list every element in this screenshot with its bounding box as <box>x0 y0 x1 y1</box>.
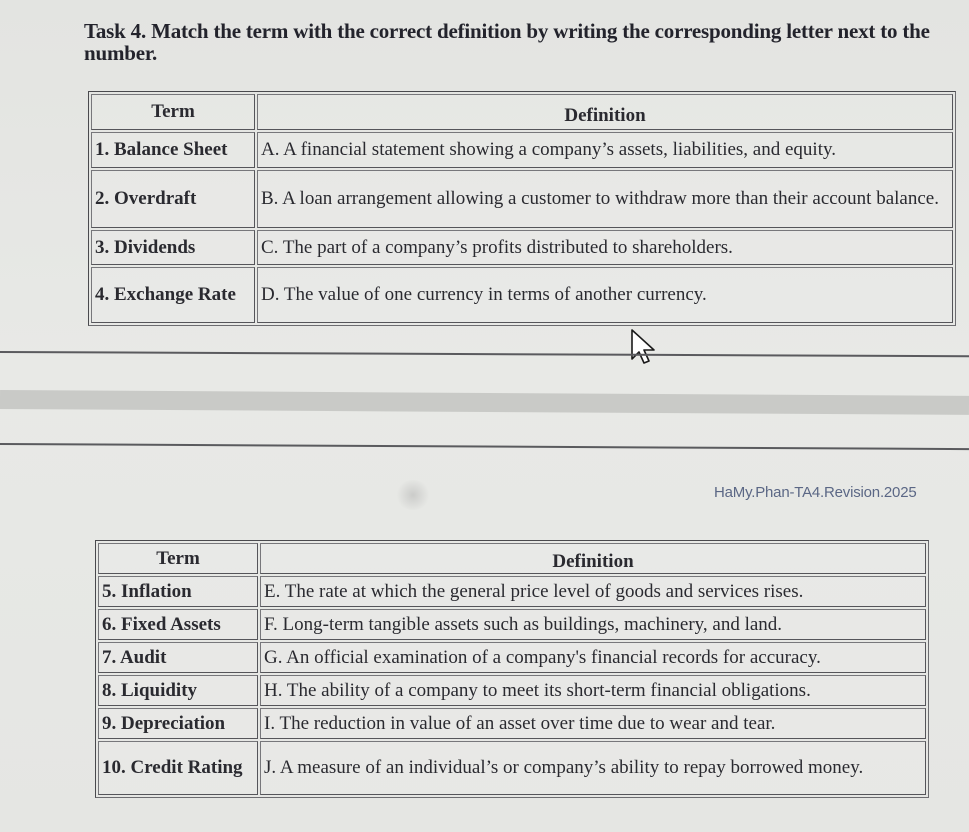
term-cell: 10. Credit Rating <box>98 741 258 795</box>
mouse-pointer-icon <box>630 329 660 369</box>
term-header: Term <box>98 543 258 574</box>
term-cell: 1. Balance Sheet <box>91 132 255 168</box>
table-row <box>91 170 953 228</box>
table-row <box>98 708 926 739</box>
table-row <box>98 741 926 795</box>
horizontal-divider <box>0 351 969 357</box>
table-row <box>91 230 953 265</box>
matching-table-1 <box>88 91 956 326</box>
definition-cell: B. A loan arrangement allowing a customer to withdraw more than their account balance. <box>257 170 953 228</box>
term-cell: 9. Depreciation <box>98 708 258 739</box>
term-cell: 2. Overdraft <box>91 170 255 228</box>
term-cell: 4. Exchange Rate <box>91 267 255 323</box>
definition-cell: J. A measure of an individual’s or company’s ability to repay borrowed money. <box>260 741 926 795</box>
term-cell: 5. Inflation <box>98 576 258 607</box>
definition-cell: H. The ability of a company to meet its short-term financial obligations. <box>260 675 926 706</box>
table-row <box>91 267 953 323</box>
definition-cell: D. The value of one currency in terms of another currency. <box>257 267 953 323</box>
term-cell: 7. Audit <box>98 642 258 673</box>
table-row <box>91 132 953 168</box>
table-header-row <box>91 94 953 130</box>
table-row <box>98 609 926 640</box>
definition-cell: A. A financial statement showing a company’s assets, liabilities, and equity. <box>257 132 953 168</box>
table-header-row <box>98 543 926 574</box>
definition-cell: I. The reduction in value of an asset over time due to wear and tear. <box>260 708 926 739</box>
term-cell: 8. Liquidity <box>98 675 258 706</box>
definition-header: Definition <box>260 543 926 574</box>
matching-table-2 <box>95 540 929 798</box>
page-break-band <box>0 390 969 415</box>
term-cell: 6. Fixed Assets <box>98 609 258 640</box>
term-header: Term <box>91 94 255 130</box>
definition-cell: E. The rate at which the general price level of goods and services rises. <box>260 576 926 607</box>
definition-cell: G. An official examination of a company's financial records for accuracy. <box>260 642 926 673</box>
table-row <box>98 642 926 673</box>
definition-cell: C. The part of a company’s profits distributed to shareholders. <box>257 230 953 265</box>
horizontal-divider <box>0 443 969 450</box>
term-cell: 3. Dividends <box>91 230 255 265</box>
watermark-text: HaMy.Phan-TA4.Revision.2025 <box>714 484 917 501</box>
task-instructions: Task 4. Match the term with the correct definition by writing the corresponding letter next to the number. <box>84 19 930 65</box>
screen-smudge <box>395 480 431 510</box>
definition-cell: F. Long-term tangible assets such as buildings, machinery, and land. <box>260 609 926 640</box>
table-row <box>98 675 926 706</box>
table-row <box>98 576 926 607</box>
definition-header: Definition <box>257 94 953 130</box>
